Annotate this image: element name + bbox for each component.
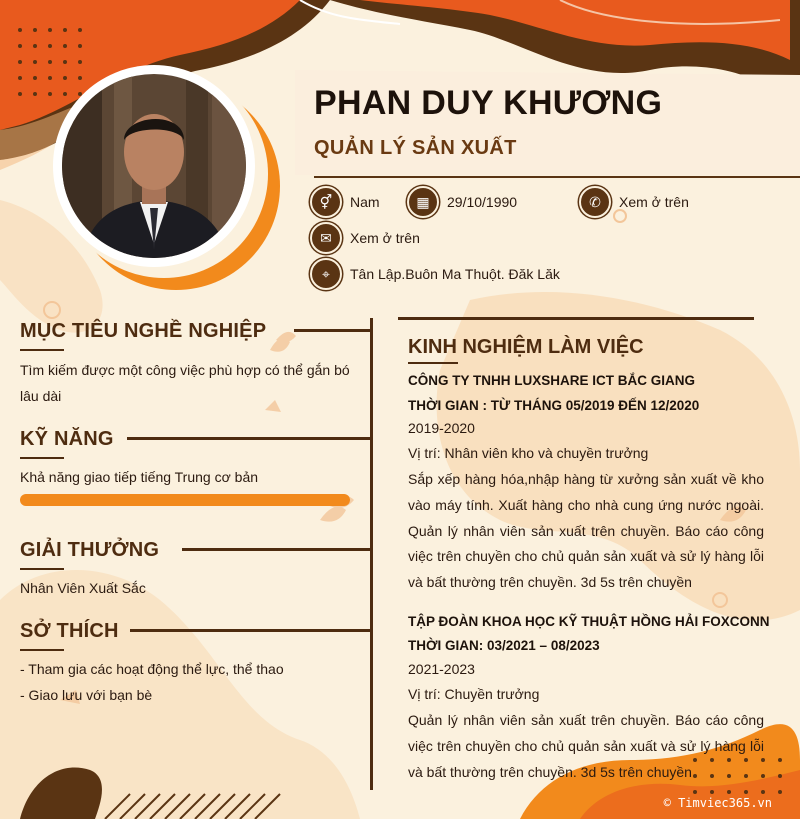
location-pin-icon: ⌖	[310, 258, 342, 290]
skills-underline	[20, 457, 64, 459]
avatar	[62, 74, 246, 258]
experience-heading: KINH NGHIỆM LÀM VIỆC	[408, 336, 644, 358]
contact-phone	[579, 186, 689, 218]
phone-value: Xem ở trên	[619, 194, 689, 210]
job-period: THỜI GIAN: 03/2021 – 08/2023	[408, 638, 600, 653]
objective-underline	[20, 349, 64, 351]
experience-top-rule	[398, 317, 754, 320]
objective-text: Tìm kiếm được một công việc phù hợp có thể gắn bó lâu dài	[20, 362, 350, 404]
hobbies-underline	[20, 649, 64, 651]
header-divider	[314, 176, 800, 178]
skill-label: Khả năng giao tiếp tiếng Trung cơ bản	[20, 469, 259, 485]
contact-address	[310, 258, 560, 290]
gender-value: Nam	[350, 194, 380, 210]
awards-text: Nhân Viên Xuất Sắc	[20, 580, 146, 596]
job-period: THỜI GIAN : TỪ THÁNG 05/2019 ĐẾN 12/2020	[408, 398, 700, 413]
job-company: CÔNG TY TNHH LUXSHARE ICT BẮC GIANG	[408, 373, 696, 388]
skill-bar-fill	[20, 494, 350, 506]
column-divider	[370, 318, 373, 790]
hobby-item: - Giao lưu với bạn bè	[20, 687, 153, 703]
awards-underline	[20, 568, 64, 570]
contact-gender	[310, 186, 380, 218]
objective-heading: MỤC TIÊU NGHỀ NGHIỆP	[20, 320, 267, 342]
phone-icon: ✆	[579, 186, 611, 218]
awards-rule	[182, 548, 370, 551]
candidate-name: PHAN DUY KHƯƠNG	[314, 84, 663, 122]
job-position: Vị trí: Nhân viên kho và chuyền trưởng	[408, 445, 649, 461]
envelope-icon: ✉	[310, 222, 342, 254]
contact-email	[310, 222, 420, 254]
experience-underline	[408, 362, 458, 364]
hobbies-heading: SỞ THÍCH	[20, 620, 119, 642]
dob-value: 29/10/1990	[447, 194, 518, 210]
job-years: 2021-2023	[408, 661, 475, 677]
hobbies-rule	[130, 629, 370, 632]
job-description: Sắp xếp hàng hóa,nhập hàng từ xưởng sản xuất về kho vào máy tính. Xuất hàng cho nhà cung ứng nước ngoài. Quản lý nhân viên sản xuất trên chuyền. Báo cáo công việc trên chuyền cho chủ quản sản xuất và sử lý hàng lỗi và bất thường trên chuyền. 3d 5s trên chuyền	[408, 471, 764, 591]
profile-photo-frame	[56, 68, 268, 280]
skills-heading: KỸ NĂNG	[20, 428, 114, 450]
awards-heading: GIẢI THƯỞNG	[20, 539, 160, 561]
address-value: Tân Lập.Buôn Ma Thuột. Đăk Lăk	[350, 266, 560, 282]
gender-icon: ⚥	[310, 186, 342, 218]
objective-rule	[294, 329, 370, 332]
hobby-item: - Tham gia các hoạt động thể lực, thể thao	[20, 661, 284, 677]
contact-dob	[407, 186, 517, 218]
skills-rule	[127, 437, 370, 440]
skill-bar-track	[20, 494, 350, 506]
job-description: Quản lý nhân viên sản xuất trên chuyền. Báo cáo công việc trên chuyền cho chủ quản sản xuất và sử lý hàng lỗi và bất thường trên chuyền. 3d 5s trên chuyền	[408, 712, 764, 780]
job-title: QUẢN LÝ SẢN XUẤT	[314, 137, 517, 159]
job-years: 2019-2020	[408, 420, 475, 436]
job-company: TẬP ĐOÀN KHOA HỌC KỸ THUẬT HỒNG HẢI FOXCONN	[408, 614, 770, 629]
email-value: Xem ở trên	[350, 230, 420, 246]
job-position: Vị trí: Chuyền trưởng	[408, 686, 540, 702]
watermark: © Timviec365.vn	[663, 796, 772, 810]
calendar-icon: ▦	[407, 186, 439, 218]
